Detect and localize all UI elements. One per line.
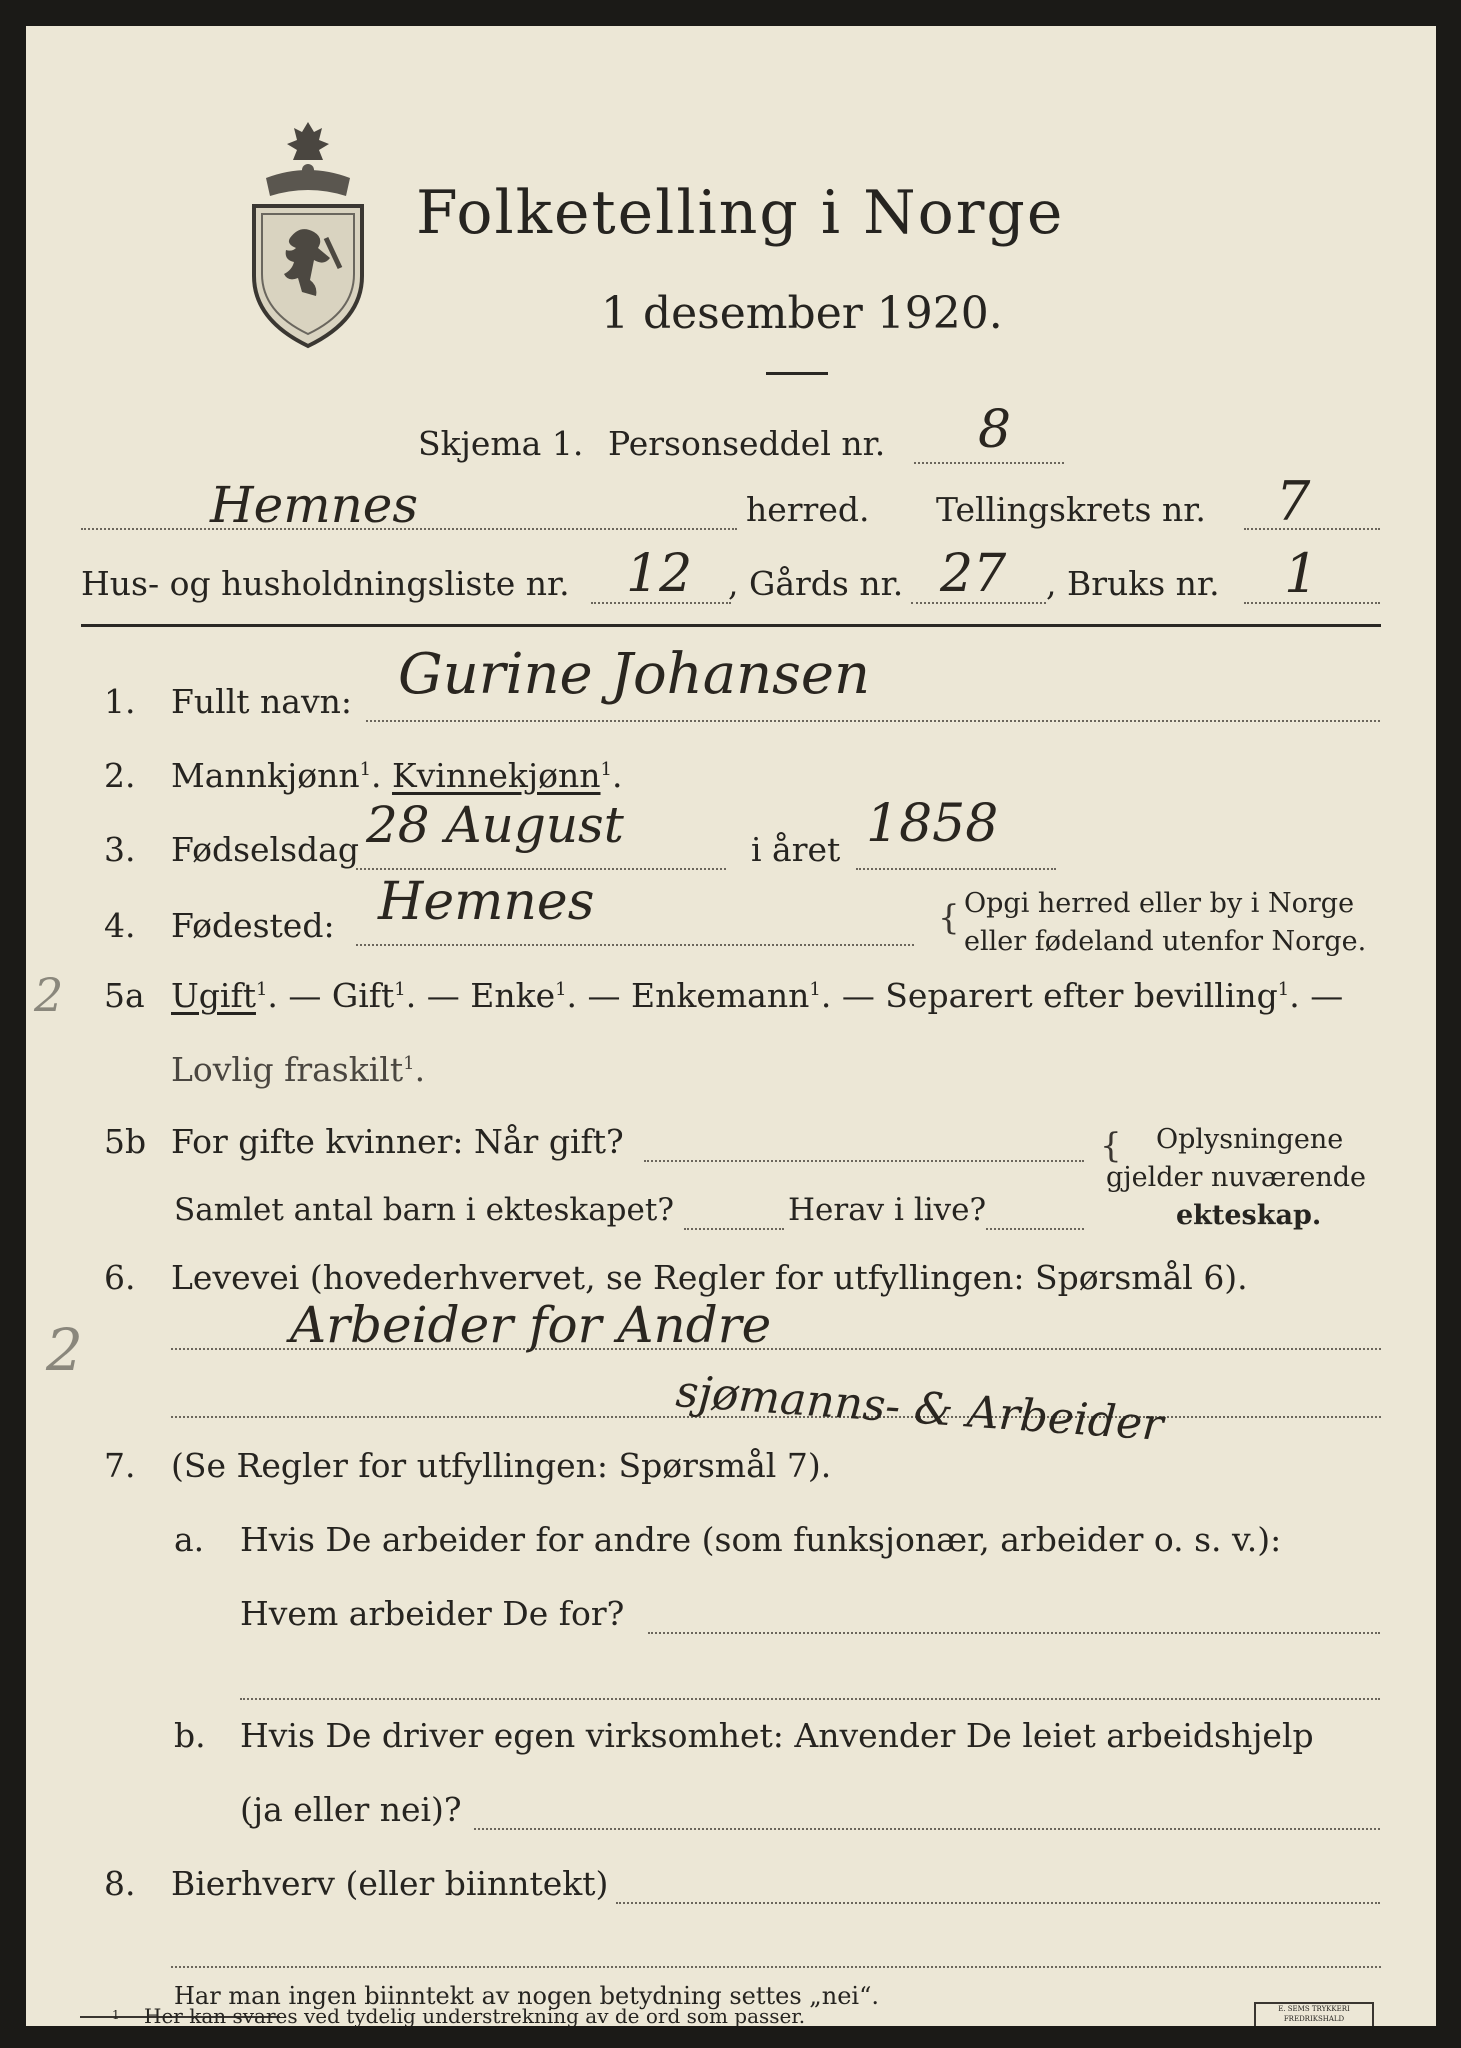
q6-number: 6. (104, 1258, 136, 1297)
bruks-label: , Bruks nr. (1046, 564, 1220, 603)
gards-value: 27 (940, 544, 1007, 604)
form-title: Folketelling i Norge (416, 178, 1065, 248)
q1-label: Fullt navn: (171, 682, 352, 721)
q5b-note-line3: ekteskap. (1176, 1200, 1322, 1231)
herred-value: Hemnes (210, 476, 419, 534)
q7b-line2: (ja eller nei)? (240, 1790, 462, 1829)
coat-of-arms-icon (238, 120, 378, 350)
q5b-note-line2: gjelder nuværende (1106, 1162, 1366, 1193)
q3-label: Fødselsdag (171, 830, 359, 869)
title-divider (766, 372, 828, 375)
q8-number: 8. (104, 1864, 136, 1903)
personseddel-value: 8 (978, 400, 1012, 460)
personseddel-label: Personseddel nr. (608, 424, 886, 463)
q5b-line2b: Herav i live? (788, 1192, 987, 1228)
q5b-note-line1: Oplysningene (1156, 1124, 1344, 1155)
q5b-note-brace: { (1100, 1126, 1122, 1166)
q2-number: 2. (104, 756, 136, 795)
biinntekt-note: Har man ingen biinntekt av nogen betydning settes „nei“. (174, 1982, 879, 2010)
hus-label: Hus- og husholdningsliste nr. (81, 564, 570, 603)
q7b-line1: Hvis De driver egen virksomhet: Anvender De leiet arbeidshjelp (240, 1716, 1314, 1755)
q5a-fraskilt-option: Lovlig fraskilt (171, 1050, 404, 1089)
q5b-number: 5b (104, 1122, 147, 1161)
q4-field-line (356, 944, 914, 946)
q3-number: 3. (104, 830, 136, 869)
q5a-gift-option: — Gift (288, 976, 395, 1015)
q5a-separert-option: — Separert efter bevilling (841, 976, 1278, 1015)
q7-label: (Se Regler for utfyllingen: Spørsmål 7). (171, 1446, 832, 1485)
q7a-field-line-2 (240, 1698, 1380, 1700)
q2-male-option: Mannkjønn (171, 756, 360, 795)
q4-label: Fødested: (171, 906, 335, 945)
bruks-value: 1 (1284, 542, 1319, 605)
schema-label: Skjema 1. (418, 424, 584, 463)
q7a-letter: a. (174, 1520, 205, 1559)
q3-date-answer: 28 August (366, 796, 624, 854)
q5a-enke-option: — Enke (426, 976, 556, 1015)
tellingskrets-field-line (1244, 528, 1380, 530)
q5a-line2: Lovlig fraskilt$^1$. (171, 1050, 426, 1089)
q4-note-line1: Opgi herred eller by i Norge (964, 888, 1355, 919)
q1-answer: Gurine Johansen (398, 642, 871, 707)
q6-answer-line2: sjømanns- & Arbeider (674, 1366, 1165, 1451)
q4-note-line2: eller fødeland utenfor Norge. (964, 926, 1367, 957)
q2-options: Mannkjønn$^1$. Kvinnekjønn$^1$. (171, 756, 623, 795)
q2-female-option: Kvinnekjønn (392, 756, 601, 795)
q3-year-label: i året (751, 830, 841, 869)
census-form-page (26, 26, 1436, 2026)
q7b-letter: b. (174, 1716, 206, 1755)
q3-year-answer: 1858 (866, 794, 999, 854)
q5a-number: 5a (104, 976, 145, 1015)
q5a-margin-mark: 2 (34, 968, 64, 1022)
q6-answer-line1: Arbeider for Andre (290, 1296, 772, 1354)
gards-label: , Gårds nr. (728, 564, 904, 603)
q5a-enkemann-option: — Enkemann (587, 976, 810, 1015)
q7a-line2: Hvem arbeider De for? (240, 1594, 625, 1633)
q7-number: 7. (104, 1446, 136, 1485)
q5b-live-field-line (986, 1228, 1084, 1230)
q8-field-line-2 (171, 1966, 1381, 1968)
q5b-naar-gift-field-line (644, 1160, 1084, 1162)
q4-number: 4. (104, 906, 136, 945)
q4-answer: Hemnes (378, 872, 595, 932)
header-separator (81, 624, 1381, 627)
q5b-line2a: Samlet antal barn i ekteskapet? (174, 1192, 674, 1228)
q1-number: 1. (104, 682, 136, 721)
q8-label: Bierhverv (eller biinntekt) (171, 1864, 609, 1903)
q5b-barn-field-line (684, 1228, 784, 1230)
q5a-ugift-option: Ugift (171, 976, 256, 1015)
footnote-text: Her kan svares ved tydelig understrekning av de ord som passer. (144, 2004, 806, 2026)
hus-value: 12 (626, 544, 693, 604)
printer-stamp: E. SEMS TRYKKERI FREDRIKSHALD (1254, 2002, 1374, 2026)
census-date: 1 desember 1920. (601, 288, 1003, 339)
q7a-field-line-1 (648, 1632, 1380, 1634)
q8-field-line-1 (616, 1902, 1380, 1904)
q3-date-field-line (356, 868, 726, 870)
q3-year-field-line (856, 868, 1056, 870)
footnote-number: 1 (112, 2008, 120, 2022)
q5b-line1: For gifte kvinner: Når gift? (171, 1122, 624, 1161)
herred-label: herred. (746, 490, 870, 529)
tellingskrets-value: 7 (1276, 470, 1311, 533)
tellingskrets-label: Tellingskrets nr. (936, 490, 1206, 529)
q5a-options: Ugift$^1$. — Gift$^1$. — Enke$^1$. — Enkemann$^1$. — Separert efter bevilling$^1$. — (171, 976, 1344, 1015)
q1-field-line (366, 720, 1380, 722)
q7a-line1: Hvis De arbeider for andre (som funksjonær, arbeider o. s. v.): (240, 1520, 1282, 1559)
q7b-field-line (474, 1828, 1380, 1830)
q6-margin-mark: 2 (46, 1316, 83, 1384)
q4-note-brace: { (938, 898, 960, 938)
q6-label: Levevei (hovederhvervet, se Regler for utfyllingen: Spørsmål 6). (171, 1258, 1248, 1297)
personseddel-field-line (914, 462, 1064, 464)
